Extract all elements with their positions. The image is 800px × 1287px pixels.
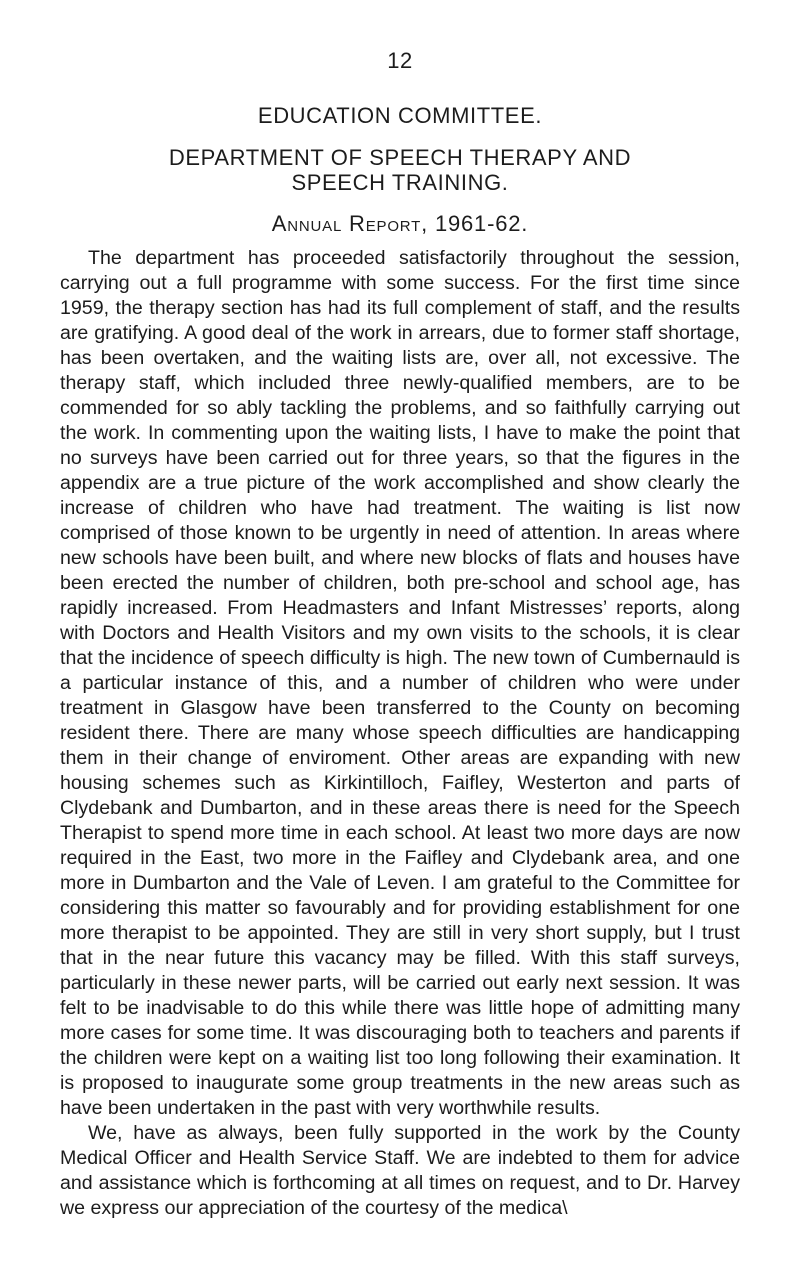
paragraph-1: The department has proceeded satisfactorily throughout the session, carrying out a full programme with some success. For the first time since 1959, the therapy section has had its full complement of staff, and the results are gratifying. A good deal of the work in arrears, due to former staff shortage, has been overtaken, and the waiting lists are, over all, not excessive. The therapy staff, which included three newly-qualified members, are to be commended for so ably tackling the problems, and so faithfully carrying out the work. In commenting upon the waiting lists, I have to make the point that no surveys have been carried out for three years, so that the figures in the appendix are a true picture of the work accomplished and show clearly the increase of children who have had treatment. The waiting is list now comprised of those known to be urgently in need of attention. In areas where new schools have been built, and where new blocks of flats and houses have been erected the number of children, both pre-school and school age, has rapidly increased. From Headmasters and Infant Mistresses’ reports, along with Doctors and Health Visitors and my own visits to the schools, it is clear that the incidence of speech difficulty is high. The new town of Cumbernauld is a particular instance of this, and a number of children who were under treatment in Glasgow have been transferred to the County on becoming resident there. There are many whose speech difficulties are handicapping them in their change of enviroment. Other areas are expanding with new housing schemes such as Kirkintilloch, Faifley, Westerton and parts of Clydebank and Dumbarton, and in these areas there is need for the Speech Therapist to spend more time in each school. At least two more days are now required in the East, two more in the Faifley and Clydebank area, and one more in Dumbarton and the Vale of Leven. I am grateful to the Committee for considering this matter so favourably and for providing establishment for one more therapist to be appointed. They are still in very short supply, but I trust that in the near future this vacancy may be filled. With this staff surveys, particularly in these newer parts, will be carried out early next session. It was felt to be inadvisable to do this while there was little hope of admitting many more cases for some time. It was discouraging both to teachers and parents if the children were kept on a waiting list too long following their examination. It is proposed to inaugurate some group treatments in the new areas such as have been undertaken in the past with very worthwhile results.	[60, 247, 740, 1119]
committee-heading: EDUCATION COMMITTEE.	[257, 103, 543, 128]
paragraph-2: We, have as always, been fully supported in the work by the County Medical Officer and Health Service Staff. We are indebted to them for advice and assistance which is forthcoming at all times on request, and to Dr. Harvey we express our appreciation of the courtesy of the medica\	[60, 1122, 740, 1219]
report-body	[60, 246, 740, 1221]
report-subheading: Annual Report, 1961-62.	[271, 211, 529, 236]
department-heading: DEPARTMENT OF SPEECH THERAPY AND SPEECH TRAINING.	[168, 145, 632, 195]
page-number: 12	[387, 48, 413, 73]
